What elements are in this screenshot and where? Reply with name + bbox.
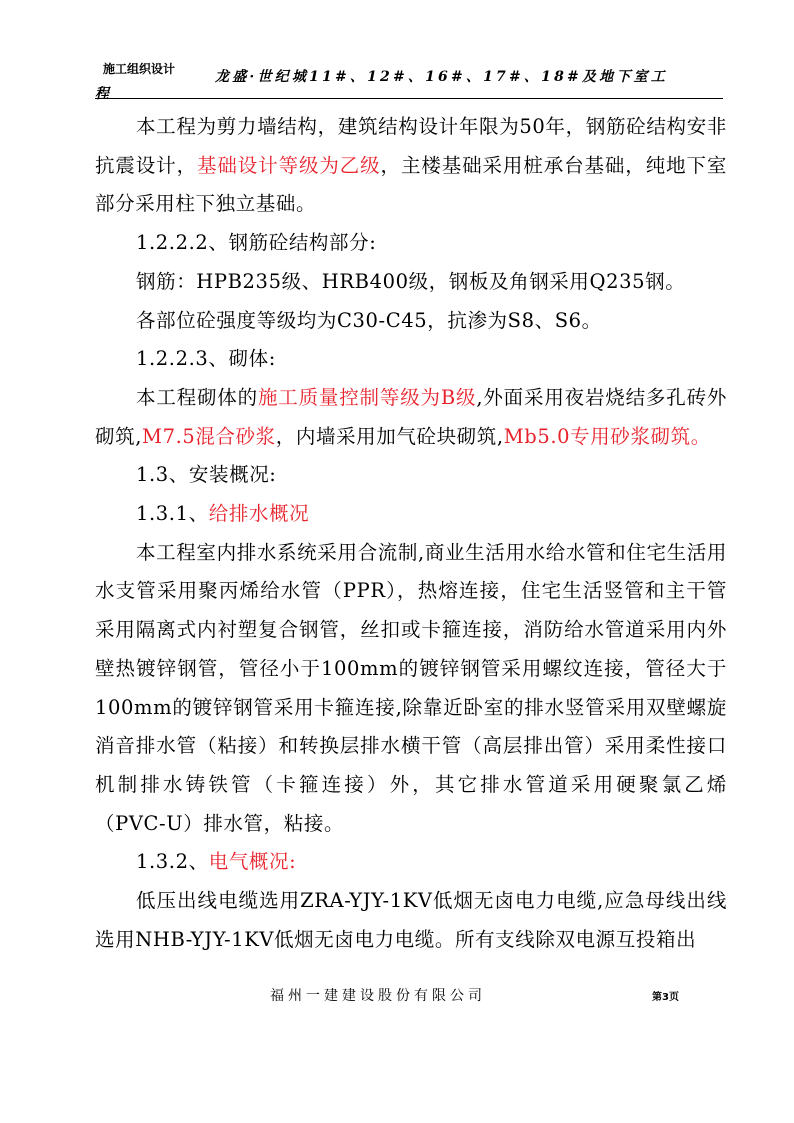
highlighted-text: Mb5.0专用砂浆砌筑。 [503, 424, 711, 448]
paragraph-text: 1.3.2、 [136, 850, 209, 874]
highlighted-text: 施工质量控制等级为B级 [257, 385, 477, 409]
paragraph-text: 钢筋：HPB235级、HRB400级，钢板及角钢采用Q235钢。 [136, 269, 686, 293]
paragraph-p10 [95, 843, 727, 882]
paragraph-text: 本工程砌体的 [136, 385, 258, 409]
paragraph-p5 [95, 340, 727, 379]
header-project-name-wrap: 程 [95, 86, 109, 102]
paragraph-p8 [95, 495, 727, 534]
header-rule [95, 98, 723, 99]
highlighted-text: 电气概况: [208, 850, 297, 874]
paragraph-text: 1.2.2.3、砌体: [136, 347, 276, 371]
document-body [95, 108, 727, 959]
page-header [95, 58, 723, 100]
paragraph-p2 [95, 224, 727, 263]
header-doc-type: 施工组织设计 [103, 62, 176, 76]
paragraph-text: 本工程室内排水系统采用合流制,商业生活用水给水管和住宅生活用水支管采用聚丙烯给水管（PPR），热熔连接，住宅生活竖管和主干管采用隔离式内衬塑复合钢管，丝扣或卡箍连接，消防给水管道采用内外壁热镀锌钢管，管径小于100mm的镀锌钢管采用螺纹连接，管径大于100mm的镀锌钢管采用卡箍连接,除靠近卧室的排水竖管采用双壁螺旋消音排水管（粘接）和转换层排水横干管（高层排出管）采用柔性接口机制排水铸铁管（卡箍连接）外，其它排水管道采用硬聚氯乙烯（PVC-U）排水管，粘接。 [95, 540, 727, 835]
paragraph-text: ，内墙采用加气砼块砌筑, [275, 424, 504, 448]
paragraph-p11 [95, 882, 727, 959]
highlighted-text: 基础设计等级为乙级 [196, 153, 381, 177]
paragraph-text: 低压出线电缆选用ZRA-YJY-1KV低烟无卤电力电缆,应急母线出线选用NHB-YJY-1KV低烟无卤电力电缆。所有支线除双电源互投箱出 [95, 889, 727, 951]
paragraph-p1 [95, 108, 727, 224]
paragraph-p6 [95, 379, 727, 456]
paragraph-text: ，主楼基础采用桩承台基础，纯地下室部分采用柱下独立基础。 [95, 153, 727, 216]
header-project-name: 龙盛·世纪城11#、12#、16#、17#、18#及地下室工 [215, 69, 668, 85]
paragraph-p7 [95, 456, 727, 495]
paragraph-text: 各部位砼强度等级均为C30-C45，抗渗为S8、S6。 [136, 308, 602, 332]
highlighted-text: M7.5混合砂浆 [142, 424, 276, 448]
highlighted-text: 给排水概况 [208, 502, 310, 526]
paragraph-text: 1.3.1、 [136, 502, 209, 526]
page-footer [0, 985, 794, 1015]
paragraph-p3 [95, 263, 727, 302]
paragraph-p9 [95, 534, 727, 844]
paragraph-text: 1.2.2.2、钢筋砼结构部分: [136, 231, 377, 255]
footer-page-number: 第3页 [652, 992, 679, 1003]
paragraph-p4 [95, 302, 727, 341]
paragraph-text: ,外面采用夜岩烧结多孔砖外砌筑, [95, 385, 727, 448]
paragraph-text: 本工程为剪力墙结构，建筑结构设计年限为50年，钢筋砼结构安非抗震设计， [95, 115, 727, 177]
footer-company-name: 福州一建建设股份有限公司 [270, 988, 486, 1004]
paragraph-text: 1.3、安装概况: [136, 463, 277, 487]
